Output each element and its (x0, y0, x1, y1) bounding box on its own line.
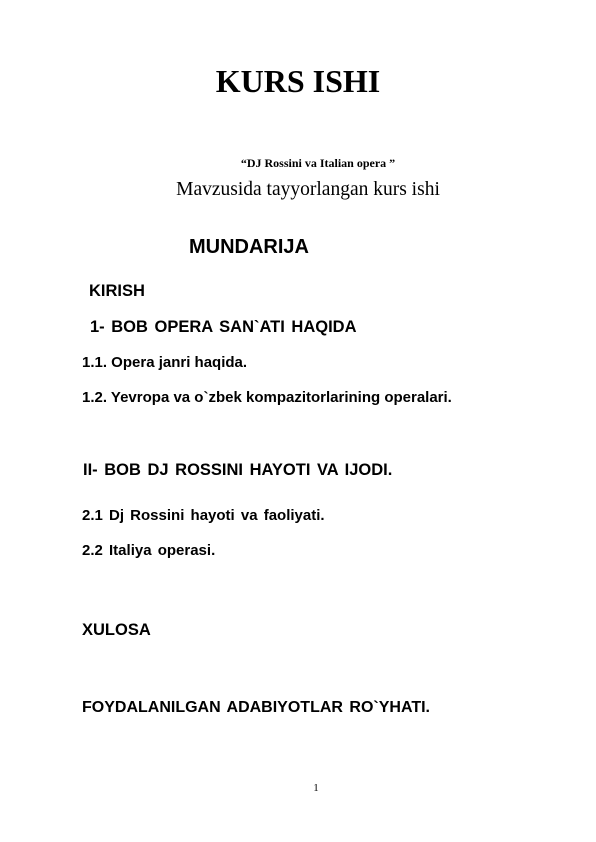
document-title: KURS ISHI (215, 63, 381, 99)
toc-item-conclusion: XULOSA (82, 621, 151, 639)
toc-item-chapter-1: 1- BOB OPERA SAN`ATI HAQIDA (90, 318, 357, 336)
toc-item-section-1-2: 1.2. Yevropa va o`zbek kompazitorlarining operalari. (82, 389, 452, 406)
toc-item-section-1-1: 1.1. Opera janri haqida. (82, 354, 248, 371)
toc-heading: MUNDARIJA (189, 236, 309, 258)
toc-item-references: FOYDALANILGAN ADABIYOTLAR RO`YHATI. (82, 699, 430, 716)
toc-item-intro: KIRISH (89, 282, 145, 300)
toc-item-section-2-1: 2.1 Dj Rossini hayoti va faoliyati. (82, 507, 325, 524)
document-subject: “DJ Rossini va Italian opera ” (240, 156, 396, 170)
document-subtitle: Mavzusida tayyorlangan kurs ishi (176, 179, 440, 200)
toc-item-chapter-2: II- BOB DJ ROSSINI HAYOTI VA IJODI. (83, 461, 393, 479)
page-number: 1 (313, 782, 319, 794)
toc-item-section-2-2: 2.2 Italiya operasi. (82, 542, 216, 559)
